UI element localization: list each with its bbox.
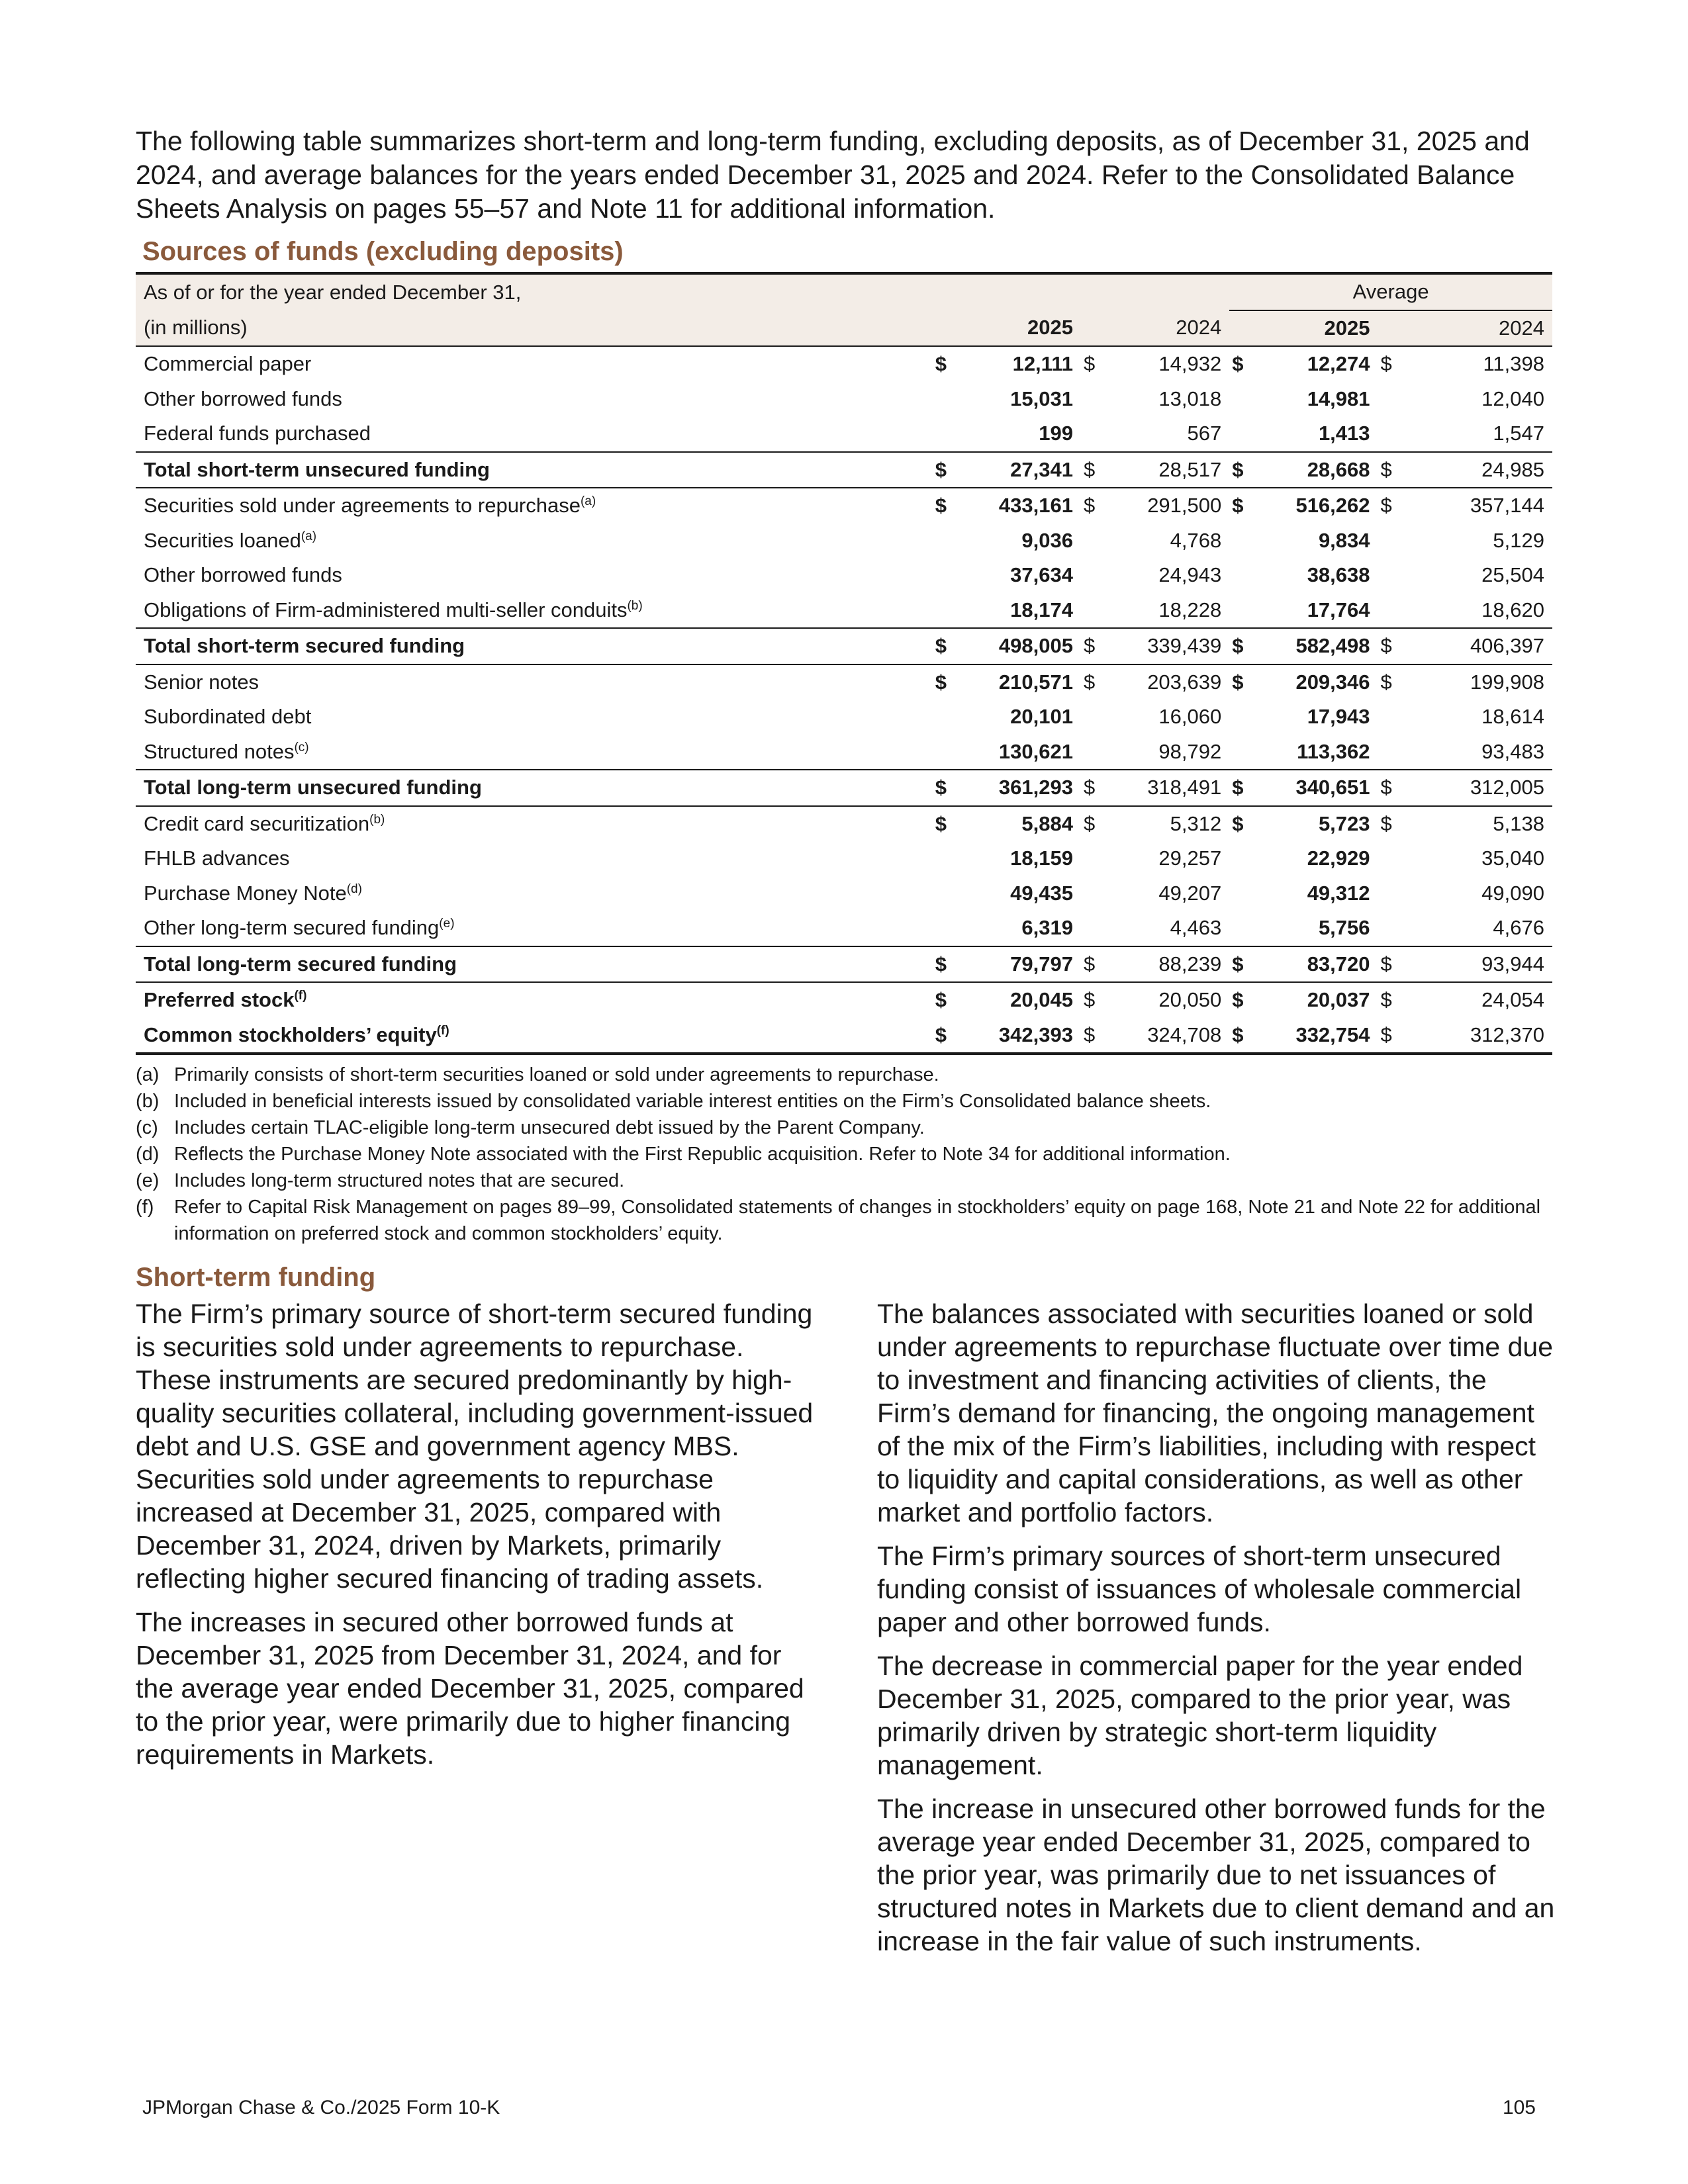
dollar-sign <box>933 911 965 946</box>
dollar-sign <box>1378 876 1411 911</box>
paragraph: The increase in unsecured other borrowed funds for the average year ended December 31, 2025, compared to the prior year, was primarily due to net issuances of structured notes in Markets due to client demand and an increase in the fair value of such instruments. <box>877 1794 1555 1956</box>
dollar-sign <box>1378 700 1411 735</box>
footnote-mark: (f) <box>136 1197 154 1218</box>
row-label: Structured notes$^{(c)}$ <box>144 739 309 763</box>
paragraph: The increases in secured other borrowed funds at December 31, 2025 from December 31, 2024, and for the average year ended December 31, 2025, compared to the prior year, were primarily due to higher financing requirements in Markets. <box>136 1607 804 1770</box>
cell-value: 113,362 <box>1297 739 1370 763</box>
table-row <box>136 558 1552 593</box>
dollar-sign <box>933 593 965 629</box>
dollar-sign <box>1081 841 1113 876</box>
cell-value: 18,614 <box>1481 705 1544 729</box>
cell-value: 516,262 <box>1295 494 1370 518</box>
paragraph: The Firm’s primary source of short-term secured funding is securities sold under agreements to repurchase. These instruments are secured predominantly by high-quality securities collateral, including government-issued debt and U.S. GSE and government agency MBS. Securities sold under agreements to repurchase increased at December 31, 2025, compared with December 31, 2024, driven by Markets, primarily reflecting higher secured financing of trading assets. <box>136 1298 814 1594</box>
dollar-sign: $ <box>1378 946 1411 983</box>
dollar-sign: $ <box>935 811 947 835</box>
dollar-sign <box>1229 523 1262 559</box>
dollar-sign: $ <box>1378 628 1411 664</box>
table-row <box>136 416 1552 452</box>
sources-of-funds-table <box>136 272 1552 1055</box>
dollar-sign: $ <box>1380 670 1392 694</box>
dollar-sign <box>1378 593 1411 629</box>
cell-value: 361,293 <box>965 770 1081 806</box>
footnote-text: Includes certain TLAC-eligible long-term unsecured debt issued by the Parent Company. <box>174 1117 925 1138</box>
cell-value: 83,720 <box>1262 946 1378 983</box>
footnote-ref: (e) <box>439 917 455 931</box>
dollar-sign: $ <box>1083 811 1096 835</box>
cell-value: 312,005 <box>1411 770 1552 806</box>
footnote-text: Reflects the Purchase Money Note associated with the First Republic acquisition. Refer to Note 34 for additional information. <box>174 1144 1231 1165</box>
footnote-text: Includes long-term structured notes that are secured. <box>174 1170 625 1191</box>
header-average: Average <box>1229 273 1552 310</box>
cell-value: 93,483 <box>1481 739 1544 763</box>
cell-value: 88,239 <box>1113 946 1229 983</box>
footnote-mark: (c) <box>136 1117 158 1138</box>
cell-value: 12,274 <box>1307 352 1370 376</box>
dollar-sign <box>1081 700 1113 735</box>
cell-value: 203,639 <box>1147 670 1222 694</box>
cell-value: 49,090 <box>1481 881 1544 905</box>
cell-value: 28,517 <box>1113 452 1229 488</box>
dollar-sign: $ <box>1380 352 1392 376</box>
row-label: Purchase Money Note$^{(d)}$ <box>144 881 362 905</box>
paragraph: The Firm’s primary sources of short-term unsecured funding consist of issuances of wholesale commercial paper and other borrowed funds. <box>877 1541 1522 1637</box>
cell-value: 20,045 <box>1010 988 1073 1012</box>
row-label: Senior notes <box>144 670 259 694</box>
cell-value: 339,439 <box>1113 628 1229 664</box>
short-term-funding-title: Short-term funding <box>136 1263 376 1292</box>
footnote-ref: (a) <box>301 529 317 543</box>
cell-value: 20,037 <box>1307 988 1370 1012</box>
cell-value: 4,676 <box>1493 916 1544 940</box>
row-label: Other borrowed funds <box>144 387 342 410</box>
footnote <box>136 1194 1552 1247</box>
dollar-sign: $ <box>1081 1018 1113 1054</box>
cell-value: 340,651 <box>1262 770 1378 806</box>
cell-value: 18,620 <box>1481 598 1544 621</box>
cell-value: 498,005 <box>965 628 1081 664</box>
dollar-sign: $ <box>935 988 947 1012</box>
dollar-sign: $ <box>933 946 965 983</box>
row-label: Other borrowed funds <box>144 563 342 587</box>
dollar-sign <box>1229 382 1262 417</box>
table-row <box>136 593 1552 629</box>
dollar-sign <box>1229 416 1262 452</box>
row-label: Total short-term secured funding <box>136 628 933 664</box>
footnote-mark: (d) <box>136 1144 160 1165</box>
dollar-sign: $ <box>1229 946 1262 983</box>
footnote-mark: (e) <box>136 1170 160 1191</box>
table-row <box>136 452 1552 488</box>
dollar-sign: $ <box>1081 628 1113 664</box>
footnote-text: Refer to Capital Risk Management on pages 89–99, Consolidated statements of changes in stockholders’ equity on page 168, Note 21 and Note 22 for additional information on preferred stock and common stockholders’ equity. <box>174 1197 1541 1244</box>
dollar-sign: $ <box>935 670 947 694</box>
dollar-sign: $ <box>1229 1018 1262 1054</box>
cell-value: 567 <box>1187 422 1222 445</box>
cell-value: 25,504 <box>1481 563 1544 587</box>
row-label: Federal funds purchased <box>144 422 371 445</box>
cell-value: 18,174 <box>1010 598 1073 621</box>
dollar-sign: $ <box>1380 494 1392 518</box>
dollar-sign <box>1229 735 1262 770</box>
table-row <box>136 806 1552 842</box>
table-row <box>136 946 1552 983</box>
footnote <box>136 1088 1552 1115</box>
table-row <box>136 1018 1552 1054</box>
cell-value: 24,054 <box>1481 988 1544 1012</box>
dollar-sign <box>933 841 965 876</box>
cell-value: 14,932 <box>1158 352 1222 376</box>
dollar-sign: $ <box>1081 452 1113 488</box>
dollar-sign <box>1229 911 1262 946</box>
cell-value: 27,341 <box>965 452 1081 488</box>
cell-value: 29,257 <box>1158 846 1222 870</box>
footnote <box>136 1167 1552 1194</box>
cell-value: 37,634 <box>1010 563 1073 587</box>
footnote-text: Primarily consists of short-term securities loaned or sold under agreements to repurchase. <box>174 1064 939 1085</box>
cell-value: 13,018 <box>1158 387 1222 410</box>
table-row <box>136 876 1552 911</box>
cell-value: 1,547 <box>1493 422 1544 445</box>
cell-value: 18,159 <box>1010 846 1073 870</box>
footnotes <box>136 1062 1552 1247</box>
dollar-sign <box>1081 876 1113 911</box>
cell-value: 209,346 <box>1295 670 1370 694</box>
cell-value: 291,500 <box>1147 494 1222 518</box>
row-label: Securities sold under agreements to repurchase$^{(a)}$ <box>144 494 596 518</box>
table-row <box>136 523 1552 559</box>
dollar-sign <box>933 416 965 452</box>
cell-value: 79,797 <box>965 946 1081 983</box>
cell-value: 5,138 <box>1493 811 1544 835</box>
dollar-sign <box>1378 911 1411 946</box>
dollar-sign <box>1081 911 1113 946</box>
dollar-sign: $ <box>1083 988 1096 1012</box>
table-row <box>136 735 1552 770</box>
cell-value: 24,985 <box>1411 452 1552 488</box>
footnote-ref: (b) <box>627 598 643 613</box>
dollar-sign <box>933 523 965 559</box>
cell-value: 312,370 <box>1411 1018 1552 1054</box>
dollar-sign <box>1378 416 1411 452</box>
cell-value: 1,413 <box>1318 422 1370 445</box>
footnote <box>136 1062 1552 1088</box>
dollar-sign <box>1229 876 1262 911</box>
dollar-sign <box>1378 523 1411 559</box>
dollar-sign: $ <box>1232 811 1244 835</box>
footnote-ref: (f) <box>436 1023 449 1038</box>
dollar-sign: $ <box>1232 352 1244 376</box>
cell-value: 38,638 <box>1307 563 1370 587</box>
row-label: Commercial paper <box>144 352 312 376</box>
dollar-sign: $ <box>935 352 947 376</box>
table-row <box>136 488 1552 523</box>
cell-value: 93,944 <box>1411 946 1552 983</box>
cell-value: 210,571 <box>998 670 1073 694</box>
dollar-sign <box>1378 735 1411 770</box>
dollar-sign: $ <box>1378 1018 1411 1054</box>
row-label: Preferred stock$^{(f)}$ <box>144 988 307 1012</box>
dollar-sign <box>1229 700 1262 735</box>
left-column <box>136 1297 818 1782</box>
cell-value: 17,943 <box>1307 705 1370 729</box>
footnote-ref: (d) <box>346 882 362 896</box>
dollar-sign <box>1378 558 1411 593</box>
header-avg-2025: 2025 <box>1262 310 1378 347</box>
dollar-sign <box>1081 416 1113 452</box>
table-row <box>136 346 1552 382</box>
cell-value: 12,040 <box>1481 387 1544 410</box>
footnote-ref: (b) <box>369 812 385 827</box>
row-label: Securities loaned$^{(a)}$ <box>144 528 317 552</box>
cell-value: 5,312 <box>1170 811 1222 835</box>
dollar-sign: $ <box>1232 988 1244 1012</box>
dollar-sign <box>1229 841 1262 876</box>
row-label: Obligations of Firm-administered multi-seller conduits$^{(b)}$ <box>144 598 643 621</box>
cell-value: 357,144 <box>1470 494 1544 518</box>
page-number: 105 <box>1502 2097 1536 2118</box>
header-as-of: As of or for the year ended December 31, <box>136 273 933 310</box>
footer-company: JPMorgan Chase & Co./2025 Form 10-K <box>142 2097 500 2118</box>
row-label: Total long-term unsecured funding <box>136 770 933 806</box>
table-row <box>136 841 1552 876</box>
cell-value: 98,792 <box>1158 739 1222 763</box>
cell-value: 20,101 <box>1010 705 1073 729</box>
cell-value: 22,929 <box>1307 846 1370 870</box>
cell-value: 9,036 <box>1021 528 1073 552</box>
dollar-sign <box>1081 593 1113 629</box>
row-label: Credit card securitization$^{(b)}$ <box>144 811 385 835</box>
table-row <box>136 700 1552 735</box>
table-row <box>136 770 1552 806</box>
intro-paragraph: The following table summarizes short-term and long-term funding, excluding deposits, as of December 31, 2025 and 2024, and average balances for the years ended December 31, 2025 and 2024. Refer to the Consolidated Balance Sheets Analysis on pages 55–57 and Note 11 for additional information. <box>136 126 1530 224</box>
header-avg-2024: 2024 <box>1411 310 1552 347</box>
table-row <box>136 628 1552 664</box>
cell-value: 12,111 <box>1012 352 1073 376</box>
table-row <box>136 664 1552 700</box>
table-body <box>136 346 1552 1054</box>
footnote <box>136 1141 1552 1167</box>
dollar-sign: $ <box>1380 811 1392 835</box>
dollar-sign: $ <box>1083 670 1096 694</box>
footnote-mark: (a) <box>136 1064 160 1085</box>
dollar-sign <box>933 382 965 417</box>
cell-value: 406,397 <box>1411 628 1552 664</box>
cell-value: 20,050 <box>1158 988 1222 1012</box>
dollar-sign <box>1229 593 1262 629</box>
dollar-sign: $ <box>1229 452 1262 488</box>
dollar-sign: $ <box>933 770 965 806</box>
row-label: FHLB advances <box>144 846 290 870</box>
dollar-sign: $ <box>1083 494 1096 518</box>
dollar-sign: $ <box>1081 770 1113 806</box>
table-row <box>136 982 1552 1018</box>
dollar-sign: $ <box>1232 670 1244 694</box>
cell-value: 14,981 <box>1307 387 1370 410</box>
cell-value: 18,228 <box>1158 598 1222 621</box>
row-label: Total short-term unsecured funding <box>136 452 933 488</box>
cell-value: 28,668 <box>1262 452 1378 488</box>
cell-value: 16,060 <box>1158 705 1222 729</box>
cell-value: 332,754 <box>1262 1018 1378 1054</box>
cell-value: 49,312 <box>1307 881 1370 905</box>
dollar-sign: $ <box>1081 946 1113 983</box>
dollar-sign: $ <box>935 494 947 518</box>
row-label: Subordinated debt <box>144 705 312 729</box>
footnote-ref: (f) <box>294 989 307 1003</box>
dollar-sign <box>1081 382 1113 417</box>
cell-value: 199 <box>1039 422 1073 445</box>
table-row <box>136 911 1552 946</box>
table-title: Sources of funds (excluding deposits) <box>142 237 624 266</box>
cell-value: 49,207 <box>1158 881 1222 905</box>
cell-value: 24,943 <box>1158 563 1222 587</box>
cell-value: 433,161 <box>998 494 1073 518</box>
dollar-sign: $ <box>1083 352 1096 376</box>
cell-value: 11,398 <box>1483 352 1544 376</box>
header-in-millions: (in millions) <box>136 310 933 347</box>
footnote-text: Included in beneficial interests issued by consolidated variable interest entities on the Firm’s Consolidated balance sheets. <box>174 1091 1211 1112</box>
dollar-sign <box>933 700 965 735</box>
cell-value: 582,498 <box>1262 628 1378 664</box>
right-column <box>877 1297 1559 1968</box>
dollar-sign: $ <box>1380 988 1392 1012</box>
paragraph: The decrease in commercial paper for the year ended December 31, 2025, compared to the prior year, was primarily driven by strategic short-term liquidity management. <box>877 1651 1523 1780</box>
dollar-sign <box>1081 558 1113 593</box>
cell-value: 199,908 <box>1470 670 1544 694</box>
cell-value: 15,031 <box>1010 387 1073 410</box>
footnote-mark: (b) <box>136 1091 160 1112</box>
cell-value: 5,884 <box>1021 811 1073 835</box>
cell-value: 5,129 <box>1493 528 1544 552</box>
dollar-sign <box>1229 558 1262 593</box>
dollar-sign <box>933 735 965 770</box>
cell-value: 130,621 <box>998 739 1073 763</box>
footnote-ref: (c) <box>294 740 309 754</box>
header-2025: 2025 <box>965 310 1081 347</box>
dollar-sign <box>1378 841 1411 876</box>
cell-value: 6,319 <box>1021 916 1073 940</box>
dollar-sign: $ <box>1378 452 1411 488</box>
header-2024: 2024 <box>1113 310 1229 347</box>
cell-value: 5,756 <box>1318 916 1370 940</box>
footnote-ref: (a) <box>580 494 596 509</box>
cell-value: 318,491 <box>1113 770 1229 806</box>
cell-value: 324,708 <box>1113 1018 1229 1054</box>
dollar-sign <box>933 558 965 593</box>
cell-value: 4,768 <box>1170 528 1222 552</box>
cell-value: 4,463 <box>1170 916 1222 940</box>
cell-value: 49,435 <box>1010 881 1073 905</box>
dollar-sign: $ <box>1378 770 1411 806</box>
dollar-sign: $ <box>933 452 965 488</box>
cell-value: 17,764 <box>1307 598 1370 621</box>
dollar-sign: $ <box>933 628 965 664</box>
dollar-sign <box>1081 523 1113 559</box>
dollar-sign: $ <box>933 1018 965 1054</box>
cell-value: 9,834 <box>1318 528 1370 552</box>
cell-value: 342,393 <box>965 1018 1081 1054</box>
footnote <box>136 1115 1552 1141</box>
row-label: Common stockholders’ equity$^{(f)}$ <box>136 1018 933 1054</box>
dollar-sign <box>1081 735 1113 770</box>
table-row <box>136 382 1552 417</box>
dollar-sign <box>1378 382 1411 417</box>
dollar-sign: $ <box>1229 628 1262 664</box>
dollar-sign: $ <box>1229 770 1262 806</box>
row-label: Other long-term secured funding$^{(e)}$ <box>144 916 455 940</box>
dollar-sign <box>933 876 965 911</box>
paragraph: The balances associated with securities loaned or sold under agreements to repurchase fluctuate over time due to investment and financing activities of clients, the Firm’s demand for financing, the ongoing management of the mix of the Firm’s liabilities, including with respect to liquidity and capital considerations, as well as other market and portfolio factors. <box>877 1298 1554 1527</box>
dollar-sign: $ <box>1232 494 1244 518</box>
row-label: Total long-term secured funding <box>136 946 933 983</box>
cell-value: 5,723 <box>1318 811 1370 835</box>
cell-value: 35,040 <box>1481 846 1544 870</box>
